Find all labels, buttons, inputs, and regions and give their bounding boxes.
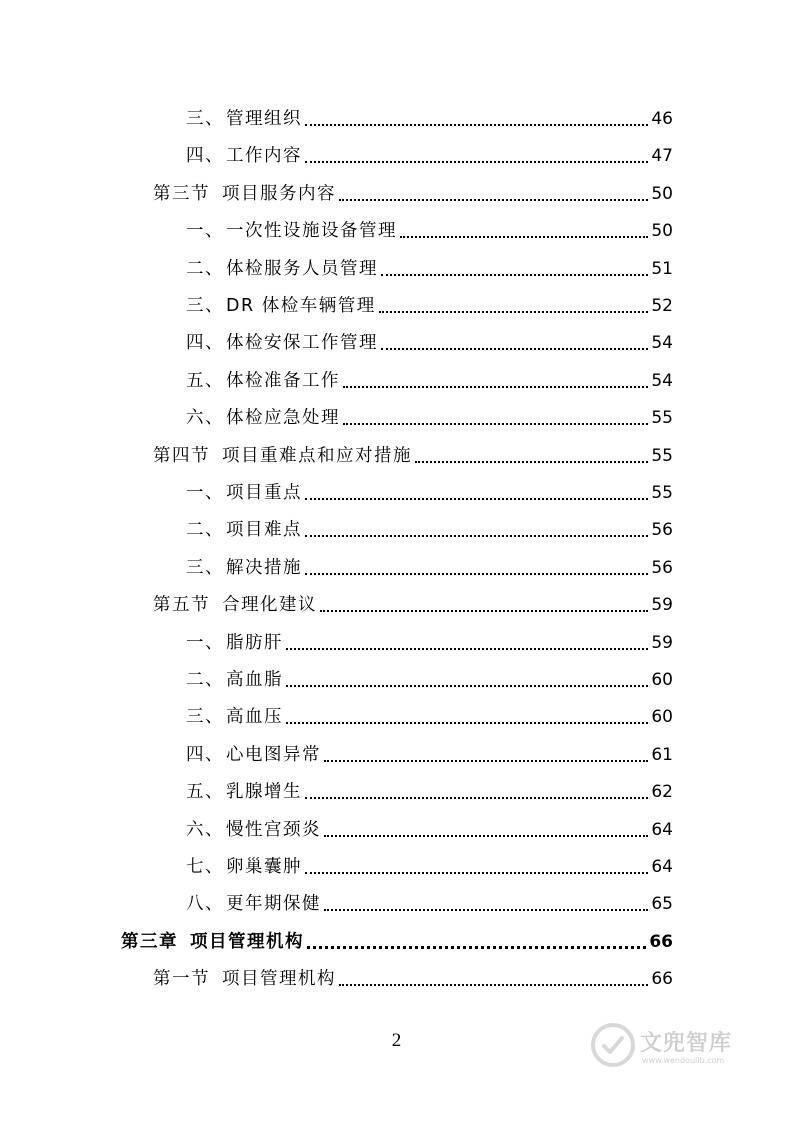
toc-entry[interactable] (153, 967, 673, 991)
toc-entry[interactable] (121, 930, 673, 954)
toc-entry[interactable] (186, 556, 673, 580)
toc-entry[interactable] (186, 219, 673, 243)
toc-entry-title: 体检安保工作管理 (226, 333, 378, 354)
toc-entry[interactable] (186, 369, 673, 393)
watermark-url: www.wendoulib.com (642, 1056, 725, 1065)
toc-entry-number: 二、 (186, 670, 224, 690)
toc-dot-leader (339, 199, 648, 201)
toc-entry[interactable] (186, 481, 673, 505)
toc-entry-title: 高血脂 (226, 670, 283, 690)
toc-entry-number: 二、 (186, 258, 224, 279)
toc-entry-page: 55 (651, 445, 673, 466)
toc-entry-title: 体检应急处理 (226, 408, 340, 429)
toc-dot-leader (305, 161, 648, 163)
toc-entry-title: 乳腺增生 (226, 782, 302, 803)
toc-entry-page: 54 (651, 370, 673, 391)
toc-entry[interactable] (186, 144, 673, 168)
toc-entry-title: 项目管理机构 (190, 931, 304, 952)
watermark-brand: 文兜智库 (640, 1031, 733, 1056)
toc-entry-page: 64 (651, 857, 673, 877)
toc-entry-title: 项目难点 (226, 520, 302, 541)
toc-entry[interactable] (186, 331, 673, 355)
toc-entry-number: 第五节 (153, 595, 210, 616)
toc-entry[interactable] (186, 743, 673, 767)
toc-entry-number: 三、 (186, 109, 224, 129)
toc-entry[interactable] (186, 406, 673, 430)
toc-entry[interactable] (186, 631, 673, 655)
toc-entry-number: 四、 (186, 333, 224, 354)
toc-entry-page: 60 (651, 670, 673, 690)
toc-entry[interactable] (186, 668, 673, 692)
toc-entry-number: 第一节 (153, 969, 210, 990)
toc-dot-leader (324, 909, 648, 911)
toc-dot-leader (305, 124, 648, 126)
toc-entry-title: 一次性设施设备管理 (226, 221, 397, 242)
toc-entry-page: 50 (651, 221, 673, 242)
toc-entry[interactable] (186, 892, 673, 916)
toc-entry-title: 合理化建议 (222, 595, 317, 616)
toc-dot-leader (320, 610, 648, 612)
toc-entry[interactable] (186, 107, 673, 131)
toc-dot-leader (343, 423, 648, 425)
toc-entry-page: 65 (651, 894, 673, 915)
toc-entry-page: 56 (651, 557, 673, 578)
toc-entry-number: 五、 (186, 782, 224, 803)
toc-dot-leader (286, 648, 648, 650)
toc-dot-leader (381, 348, 648, 350)
toc-entry-page: 66 (649, 931, 673, 952)
toc-entry-title: 项目管理机构 (222, 969, 336, 990)
toc-entry-number: 三、 (186, 707, 224, 728)
toc-entry-page: 59 (651, 632, 673, 653)
toc-dot-leader (286, 685, 648, 687)
toc-dot-leader (305, 797, 648, 799)
toc-entry[interactable] (153, 593, 673, 617)
toc-entry-title: 工作内容 (226, 146, 302, 167)
toc-entry-page: 64 (651, 819, 673, 840)
toc-entry-number: 六、 (186, 408, 224, 429)
toc-entry-page: 50 (651, 183, 673, 204)
toc-entry-title: 高血压 (226, 707, 283, 728)
toc-entry[interactable] (186, 855, 673, 879)
toc-dot-leader (343, 386, 648, 388)
toc-dot-leader (305, 872, 648, 874)
toc-dot-leader (305, 535, 648, 537)
toc-entry-page: 66 (651, 969, 673, 990)
wendou-logo-icon (590, 1022, 636, 1068)
toc-entry-title: 体检服务人员管理 (226, 258, 378, 279)
toc-entry-page: 62 (651, 782, 673, 803)
toc-dot-leader (307, 946, 646, 949)
toc-entry-number: 四、 (186, 744, 224, 765)
toc-entry-number: 第三节 (153, 183, 210, 204)
toc-entry[interactable] (186, 294, 673, 318)
toc-entry-number: 六、 (186, 819, 224, 840)
toc-entry-page: 55 (651, 483, 673, 503)
toc-entry[interactable] (186, 518, 673, 542)
toc-dot-leader (324, 835, 648, 837)
toc-entry[interactable] (186, 818, 673, 842)
toc-entry-number: 三、 (186, 557, 224, 578)
toc-entry-page: 61 (651, 744, 673, 765)
toc-entry-page: 46 (651, 109, 673, 129)
toc-entry-title: 体检准备工作 (226, 370, 340, 391)
toc-entry-number: 三、 (186, 296, 224, 316)
toc-entry-number: 一、 (186, 221, 224, 242)
toc-entry-number: 七、 (186, 857, 224, 877)
toc-entry-page: 55 (651, 408, 673, 429)
toc-entry[interactable] (186, 780, 673, 804)
toc-entry-title: 卵巢囊肿 (226, 857, 302, 877)
toc-entry-number: 一、 (186, 632, 224, 653)
toc-entry-page: 51 (651, 258, 673, 279)
toc-entry-title: 项目重难点和应对措施 (222, 445, 412, 466)
page-number: 2 (391, 1030, 402, 1051)
toc-entry-number: 五、 (186, 370, 224, 391)
toc-entry[interactable] (153, 182, 673, 206)
toc-entry[interactable] (153, 444, 673, 468)
toc-entry-title: 项目重点 (226, 483, 302, 503)
toc-entry-number: 四、 (186, 146, 224, 167)
toc-entry-page: 59 (651, 595, 673, 616)
toc-entry-page: 56 (651, 520, 673, 541)
toc-dot-leader (415, 461, 648, 463)
toc-dot-leader (324, 760, 648, 762)
toc-entry-page: 54 (651, 333, 673, 354)
toc-dot-leader (286, 722, 648, 724)
toc-entry[interactable] (186, 705, 673, 729)
toc-entry[interactable] (186, 257, 673, 281)
toc-entry-page: 60 (651, 707, 673, 728)
toc-entry-title: 心电图异常 (226, 744, 321, 765)
toc-dot-leader (379, 311, 649, 313)
toc-entry-title: 慢性宫颈炎 (226, 819, 321, 840)
toc-entry-title: 更年期保健 (226, 894, 321, 915)
toc-entry-title: 项目服务内容 (222, 183, 336, 204)
toc-dot-leader (381, 274, 648, 276)
toc-entry-number: 二、 (186, 520, 224, 541)
toc-entry-page: 47 (651, 146, 673, 167)
toc-dot-leader (400, 236, 648, 238)
toc-dot-leader (339, 984, 648, 986)
toc-entry-title: 解决措施 (226, 557, 302, 578)
toc-entry-page: 52 (651, 296, 673, 316)
toc-entry-number: 第三章 (121, 931, 178, 952)
watermark (590, 1018, 750, 1078)
toc-entry-number: 八、 (186, 894, 224, 915)
toc-entry-number: 第四节 (153, 445, 210, 466)
toc-entry-number: 一、 (186, 483, 224, 503)
toc-entry-title: 脂肪肝 (226, 632, 283, 653)
toc-dot-leader (305, 498, 648, 500)
toc-entry-title: 管理组织 (226, 109, 302, 129)
toc-entry-title: DR 体检车辆管理 (226, 296, 376, 316)
toc-dot-leader (305, 573, 648, 575)
